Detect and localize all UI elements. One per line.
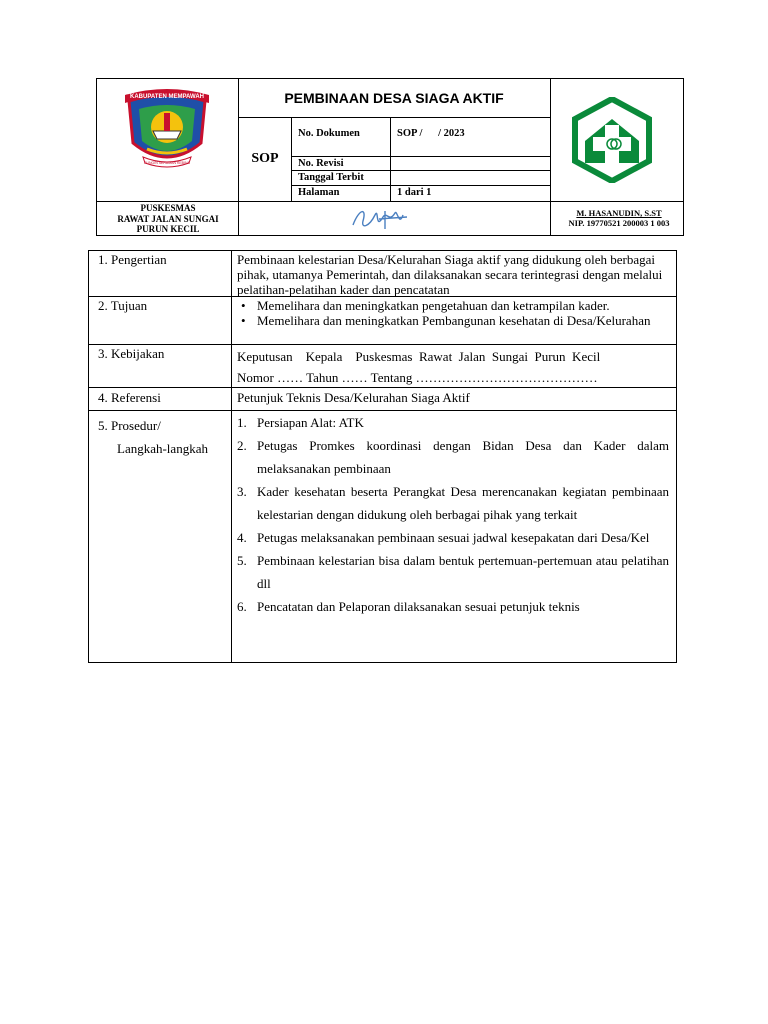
sop-content-table bbox=[88, 250, 677, 663]
prosedur-label-line: Langkah-langkah bbox=[117, 441, 208, 456]
page-value: 1 dari 1 bbox=[397, 187, 432, 198]
step-number: 3. bbox=[237, 484, 247, 499]
step-text: Pencatatan dan Pelaporan dilaksanakan sesuai petunjuk teknis bbox=[257, 599, 580, 614]
list-item bbox=[237, 595, 669, 618]
list-item bbox=[237, 434, 669, 480]
signature-image bbox=[345, 203, 415, 233]
content-prosedur bbox=[237, 411, 669, 618]
signer-name: M. HASANUDIN, S.ST bbox=[576, 208, 662, 218]
label-kebijakan: 3. Kebijakan bbox=[98, 346, 165, 361]
step-number: 5. bbox=[237, 553, 247, 568]
kebijakan-line: Nomor …… Tahun …… Tentang …………………………………… bbox=[237, 370, 598, 385]
divider bbox=[291, 117, 292, 201]
step-number: 6. bbox=[237, 599, 247, 614]
signer-nip: NIP. 19770521 200003 1 003 bbox=[568, 218, 670, 228]
org-line: PURUN KECIL bbox=[136, 224, 200, 234]
divider bbox=[550, 79, 551, 235]
content-pengertian: Pembinaan kelestarian Desa/Kelurahan Siaga aktif yang didukung oleh berbagai pihak, utamanya Pemerintah, dan dilaksanakan secara terintegrasi dengan melalui pelatihan-pelatihan kader dan pencatatan bbox=[237, 252, 663, 297]
step-text: Petugas melaksanakan pembinaan sesuai jadwal kesepakatan dari Desa/Kel bbox=[257, 530, 650, 545]
page-label: Halaman bbox=[298, 187, 340, 198]
document-title: PEMBINAAN DESA SIAGA AKTIF bbox=[284, 90, 504, 106]
revision-label: No. Revisi bbox=[298, 158, 344, 169]
doc-number-value: SOP / / 2023 bbox=[397, 128, 465, 139]
list-item bbox=[237, 549, 669, 595]
org-line: PUSKESMAS bbox=[140, 203, 196, 213]
content-tujuan bbox=[237, 298, 669, 328]
doc-number-label: No. Dokumen bbox=[298, 128, 360, 139]
label-tujuan: 2. Tujuan bbox=[98, 298, 148, 313]
list-item bbox=[237, 526, 669, 549]
step-number: 4. bbox=[237, 530, 247, 545]
list-item bbox=[237, 480, 669, 526]
list-item: • Memelihara dan meningkatkan Pembangunan kesehatan di Desa/Kelurahan bbox=[237, 313, 669, 328]
step-number: 1. bbox=[237, 415, 247, 430]
prosedur-label-line: 5. Prosedur/ bbox=[98, 418, 161, 433]
logo-bottom-text: PUNGIN SERAMAN KEBINA bbox=[144, 161, 190, 165]
puskesmas-logo bbox=[571, 97, 653, 183]
step-number: 2. bbox=[237, 438, 247, 453]
row-divider bbox=[89, 344, 676, 345]
step-text: Petugas Promkes koordinasi dengan Bidan Desa dan Kader dalam melaksanakan pembinaan bbox=[257, 438, 669, 476]
signer-block bbox=[553, 208, 685, 228]
list-item bbox=[237, 411, 669, 434]
list-item: • Memelihara dan meningkatkan pengetahuan dan ketrampilan kader. bbox=[237, 298, 669, 313]
step-text: Persiapan Alat: ATK bbox=[257, 415, 364, 430]
label-pengertian: 1. Pengertian bbox=[98, 252, 167, 267]
content-kebijakan bbox=[237, 346, 669, 388]
sop-header bbox=[96, 78, 684, 236]
org-line: RAWAT JALAN SUNGAI bbox=[117, 213, 219, 224]
label-prosedur bbox=[98, 414, 208, 460]
content-referensi: Petunjuk Teknis Desa/Kelurahan Siaga Aktif bbox=[237, 390, 470, 405]
column-divider bbox=[231, 251, 232, 662]
kebijakan-line: Keputusan Kepala Puskesmas Rawat Jalan Sungai Purun Kecil bbox=[237, 349, 601, 364]
organization-name bbox=[101, 203, 235, 235]
step-text: Kader kesehatan beserta Perangkat Desa merencanakan kegiatan pembinaan kelestarian dengan didukung oleh berbagai pihak yang terkait bbox=[257, 484, 669, 522]
regency-emblem-logo bbox=[117, 83, 217, 173]
publish-date-label: Tanggal Terbit bbox=[298, 172, 364, 183]
divider bbox=[97, 201, 683, 202]
label-referensi: 4. Referensi bbox=[98, 390, 161, 405]
sop-label: SOP bbox=[251, 151, 279, 166]
step-text: Pembinaan kelestarian bisa dalam bentuk pertemuan-pertemuan atau pelatihan dll bbox=[257, 553, 669, 591]
logo-top-text: KABUPATEN MEMPAWAH bbox=[130, 94, 204, 100]
divider bbox=[390, 117, 391, 201]
divider bbox=[239, 117, 550, 118]
